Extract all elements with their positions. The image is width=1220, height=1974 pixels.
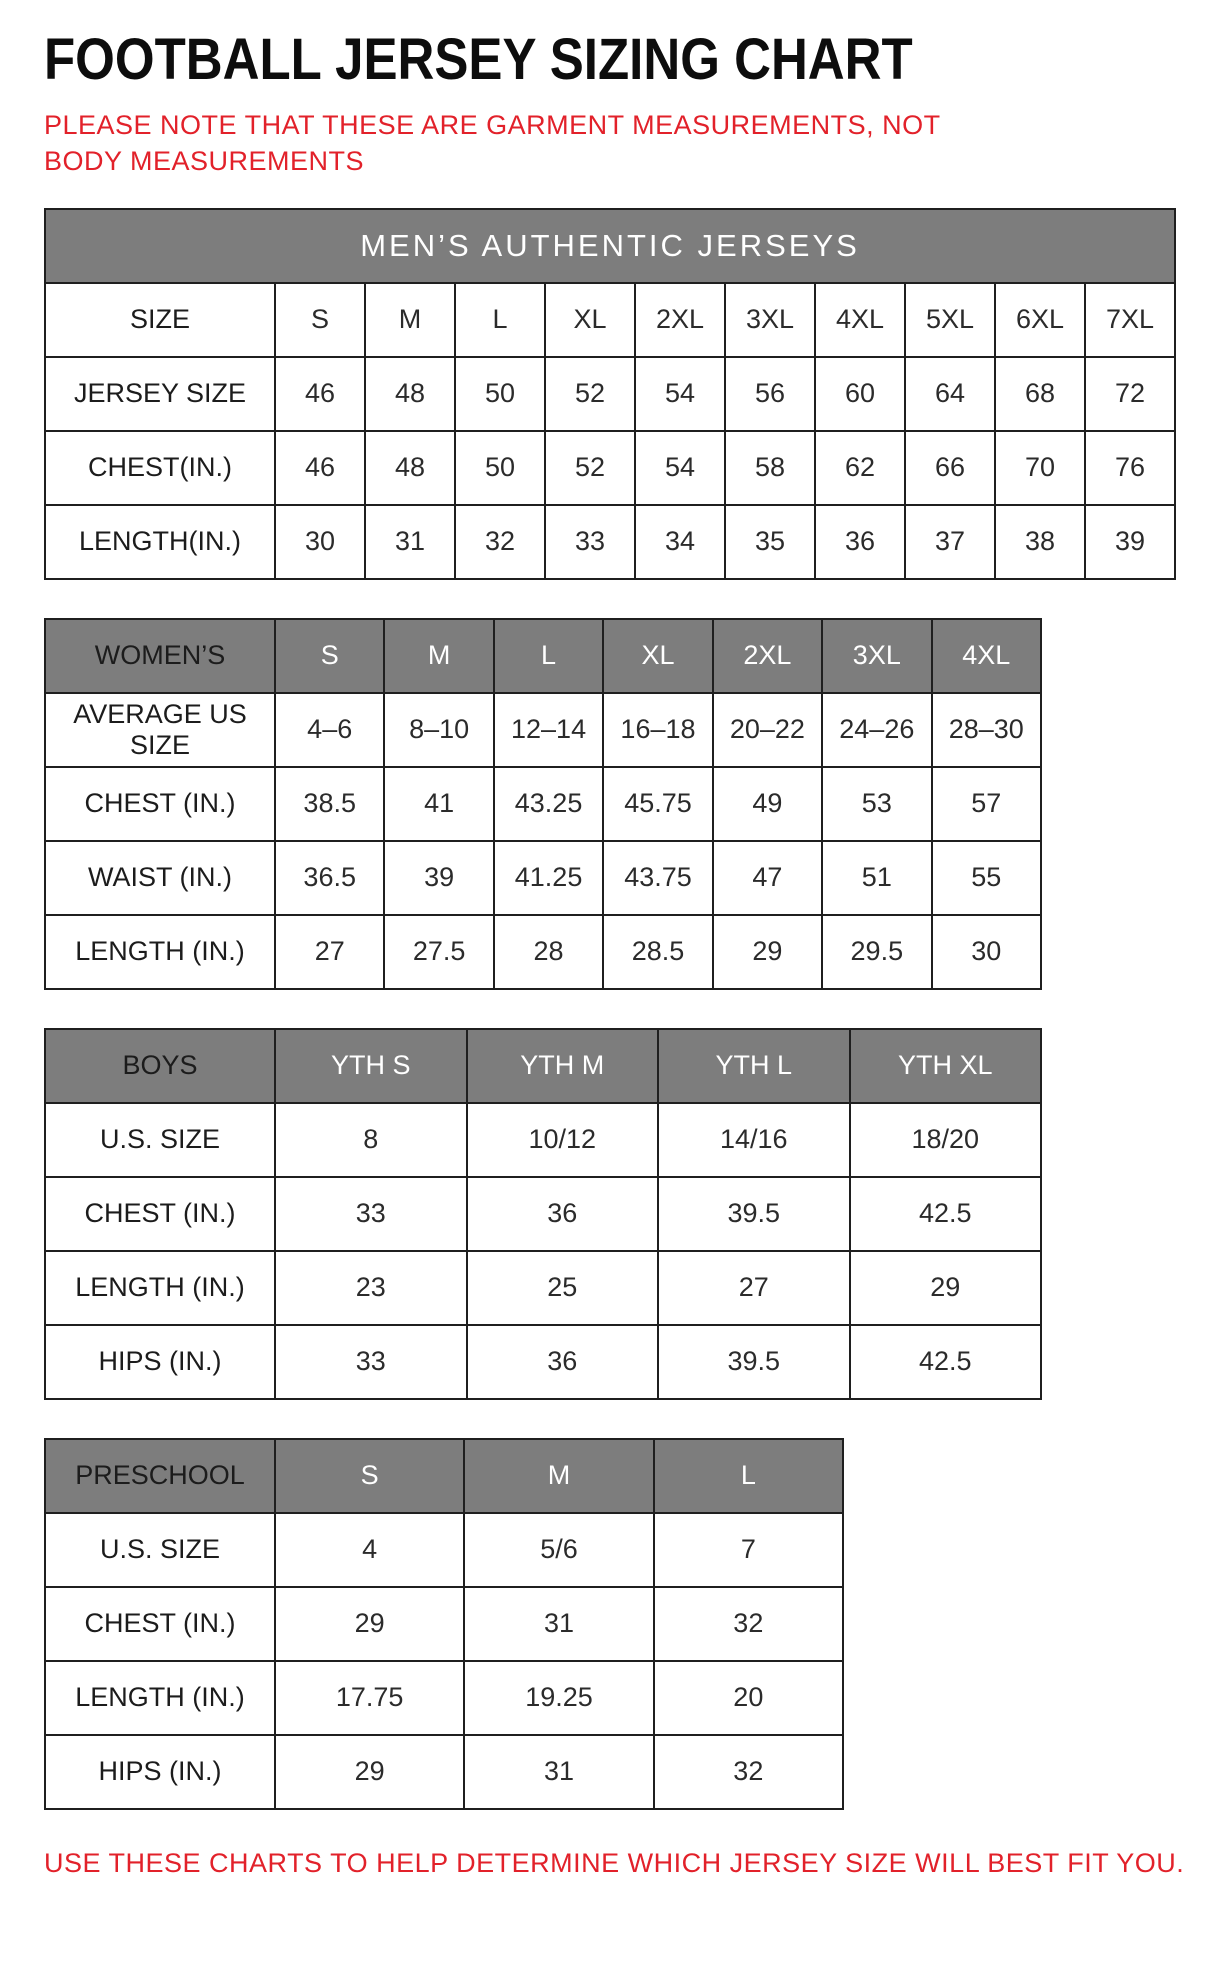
value-cell: 38.5	[275, 767, 384, 841]
header-cell: M	[464, 1439, 653, 1513]
value-cell: 8–10	[384, 693, 493, 767]
value-cell: 31	[365, 505, 455, 579]
value-cell: 48	[365, 357, 455, 431]
value-cell: 43.75	[603, 841, 712, 915]
row-label-cell: PRESCHOOL	[45, 1439, 275, 1513]
value-cell: 6XL	[995, 283, 1085, 357]
value-cell: 20	[654, 1661, 843, 1735]
row-label-cell: CHEST(IN.)	[45, 431, 275, 505]
value-cell: 32	[455, 505, 545, 579]
value-cell: 4	[275, 1513, 464, 1587]
value-cell: 5XL	[905, 283, 995, 357]
value-cell: 5/6	[464, 1513, 653, 1587]
value-cell: 34	[635, 505, 725, 579]
value-cell: 72	[1085, 357, 1175, 431]
value-cell: L	[455, 283, 545, 357]
value-cell: 2XL	[635, 283, 725, 357]
value-cell: 33	[545, 505, 635, 579]
value-cell: 39.5	[658, 1177, 850, 1251]
value-cell: 68	[995, 357, 1085, 431]
value-cell: 29	[275, 1735, 464, 1809]
value-cell: 12–14	[494, 693, 603, 767]
mens-authentic-jerseys-table	[44, 208, 1176, 580]
row-label-cell: U.S. SIZE	[45, 1103, 275, 1177]
value-cell: 52	[545, 431, 635, 505]
value-cell: 7	[654, 1513, 843, 1587]
value-cell: 46	[275, 357, 365, 431]
value-cell: 23	[275, 1251, 467, 1325]
value-cell: 36	[467, 1177, 659, 1251]
table-row	[45, 841, 1041, 915]
value-cell: 25	[467, 1251, 659, 1325]
value-cell: 36.5	[275, 841, 384, 915]
value-cell: 43.25	[494, 767, 603, 841]
page-header	[44, 26, 1176, 180]
value-cell: M	[365, 283, 455, 357]
value-cell: XL	[545, 283, 635, 357]
table-row	[45, 357, 1175, 431]
value-cell: 27	[658, 1251, 850, 1325]
value-cell: 60	[815, 357, 905, 431]
value-cell: 29	[850, 1251, 1042, 1325]
value-cell: 46	[275, 431, 365, 505]
sizing-tables	[44, 208, 1176, 1810]
value-cell: 33	[275, 1325, 467, 1399]
header-cell: 3XL	[822, 619, 931, 693]
table-row	[45, 1513, 843, 1587]
page-footer	[44, 1847, 1185, 1879]
table-row	[45, 431, 1175, 505]
value-cell: 29	[275, 1587, 464, 1661]
table-title: MEN’S AUTHENTIC JERSEYS	[45, 209, 1175, 283]
value-cell: S	[275, 283, 365, 357]
value-cell: 36	[467, 1325, 659, 1399]
table-row	[45, 1103, 1041, 1177]
value-cell: 4XL	[815, 283, 905, 357]
value-cell: 10/12	[467, 1103, 659, 1177]
value-cell: 50	[455, 357, 545, 431]
value-cell: 8	[275, 1103, 467, 1177]
value-cell: 28.5	[603, 915, 712, 989]
value-cell: 17.75	[275, 1661, 464, 1735]
value-cell: 28–30	[932, 693, 1041, 767]
header-cell: YTH L	[658, 1029, 850, 1103]
value-cell: 32	[654, 1735, 843, 1809]
value-cell: 62	[815, 431, 905, 505]
value-cell: 45.75	[603, 767, 712, 841]
value-cell: 54	[635, 431, 725, 505]
womens-table	[44, 618, 1042, 990]
value-cell: 32	[654, 1587, 843, 1661]
preschool-table	[44, 1438, 844, 1810]
value-cell: 49	[713, 767, 822, 841]
table-row	[45, 1661, 843, 1735]
page-title: FOOTBALL JERSEY SIZING CHART	[44, 27, 913, 92]
row-label-cell: BOYS	[45, 1029, 275, 1103]
header-cell: S	[275, 619, 384, 693]
value-cell: 58	[725, 431, 815, 505]
table-title-row	[45, 209, 1175, 283]
table-row	[45, 1735, 843, 1809]
value-cell: 42.5	[850, 1325, 1042, 1399]
value-cell: 42.5	[850, 1177, 1042, 1251]
table-row	[45, 1177, 1041, 1251]
measurement-note: PLEASE NOTE THAT THESE ARE GARMENT MEASUREMENTS, NOT BODY MEASUREMENTS	[44, 110, 941, 177]
value-cell: 39	[384, 841, 493, 915]
table-row	[45, 915, 1041, 989]
header-cell: S	[275, 1439, 464, 1513]
value-cell: 27.5	[384, 915, 493, 989]
value-cell: 4–6	[275, 693, 384, 767]
value-cell: 54	[635, 357, 725, 431]
table-row	[45, 619, 1041, 693]
boys-table	[44, 1028, 1042, 1400]
table-row	[45, 1587, 843, 1661]
value-cell: 50	[455, 431, 545, 505]
value-cell: 19.25	[464, 1661, 653, 1735]
value-cell: 41.25	[494, 841, 603, 915]
header-cell: 2XL	[713, 619, 822, 693]
value-cell: 52	[545, 357, 635, 431]
header-cell: XL	[603, 619, 712, 693]
value-cell: 57	[932, 767, 1041, 841]
row-label-cell: CHEST (IN.)	[45, 767, 275, 841]
row-label-cell: WOMEN’S	[45, 619, 275, 693]
table-row	[45, 1251, 1041, 1325]
header-cell: L	[494, 619, 603, 693]
row-label-cell: LENGTH (IN.)	[45, 1251, 275, 1325]
value-cell: 20–22	[713, 693, 822, 767]
row-label-cell: U.S. SIZE	[45, 1513, 275, 1587]
value-cell: 29	[713, 915, 822, 989]
row-label-cell: JERSEY SIZE	[45, 357, 275, 431]
row-label-cell: AVERAGE US SIZE	[45, 693, 275, 767]
value-cell: 47	[713, 841, 822, 915]
value-cell: 24–26	[822, 693, 931, 767]
value-cell: 53	[822, 767, 931, 841]
value-cell: 55	[932, 841, 1041, 915]
value-cell: 51	[822, 841, 931, 915]
value-cell: 76	[1085, 431, 1175, 505]
value-cell: 39.5	[658, 1325, 850, 1399]
value-cell: 48	[365, 431, 455, 505]
value-cell: 27	[275, 915, 384, 989]
table-row	[45, 505, 1175, 579]
value-cell: 28	[494, 915, 603, 989]
row-label-cell: HIPS (IN.)	[45, 1735, 275, 1809]
value-cell: 41	[384, 767, 493, 841]
table-row	[45, 1439, 843, 1513]
table-row	[45, 767, 1041, 841]
footer-note: USE THESE CHARTS TO HELP DETERMINE WHICH JERSEY SIZE WILL BEST FIT YOU.	[44, 1847, 1185, 1878]
value-cell: 70	[995, 431, 1085, 505]
value-cell: 18/20	[850, 1103, 1042, 1177]
row-label-cell: SIZE	[45, 283, 275, 357]
header-cell: YTH S	[275, 1029, 467, 1103]
header-cell: YTH M	[467, 1029, 659, 1103]
value-cell: 31	[464, 1587, 653, 1661]
row-label-cell: LENGTH(IN.)	[45, 505, 275, 579]
header-cell: YTH XL	[850, 1029, 1042, 1103]
row-label-cell: CHEST (IN.)	[45, 1177, 275, 1251]
value-cell: 36	[815, 505, 905, 579]
value-cell: 35	[725, 505, 815, 579]
value-cell: 64	[905, 357, 995, 431]
header-cell: L	[654, 1439, 843, 1513]
table-row	[45, 693, 1041, 767]
value-cell: 14/16	[658, 1103, 850, 1177]
value-cell: 39	[1085, 505, 1175, 579]
row-label-cell: LENGTH (IN.)	[45, 915, 275, 989]
row-label-cell: HIPS (IN.)	[45, 1325, 275, 1399]
value-cell: 56	[725, 357, 815, 431]
value-cell: 3XL	[725, 283, 815, 357]
header-cell: 4XL	[932, 619, 1041, 693]
value-cell: 29.5	[822, 915, 931, 989]
value-cell: 37	[905, 505, 995, 579]
value-cell: 30	[275, 505, 365, 579]
row-label-cell: LENGTH (IN.)	[45, 1661, 275, 1735]
table-row	[45, 283, 1175, 357]
row-label-cell: WAIST (IN.)	[45, 841, 275, 915]
value-cell: 7XL	[1085, 283, 1175, 357]
value-cell: 66	[905, 431, 995, 505]
header-cell: M	[384, 619, 493, 693]
row-label-cell: CHEST (IN.)	[45, 1587, 275, 1661]
table-row	[45, 1325, 1041, 1399]
value-cell: 16–18	[603, 693, 712, 767]
value-cell: 30	[932, 915, 1041, 989]
value-cell: 33	[275, 1177, 467, 1251]
table-row	[45, 1029, 1041, 1103]
value-cell: 31	[464, 1735, 653, 1809]
value-cell: 38	[995, 505, 1085, 579]
